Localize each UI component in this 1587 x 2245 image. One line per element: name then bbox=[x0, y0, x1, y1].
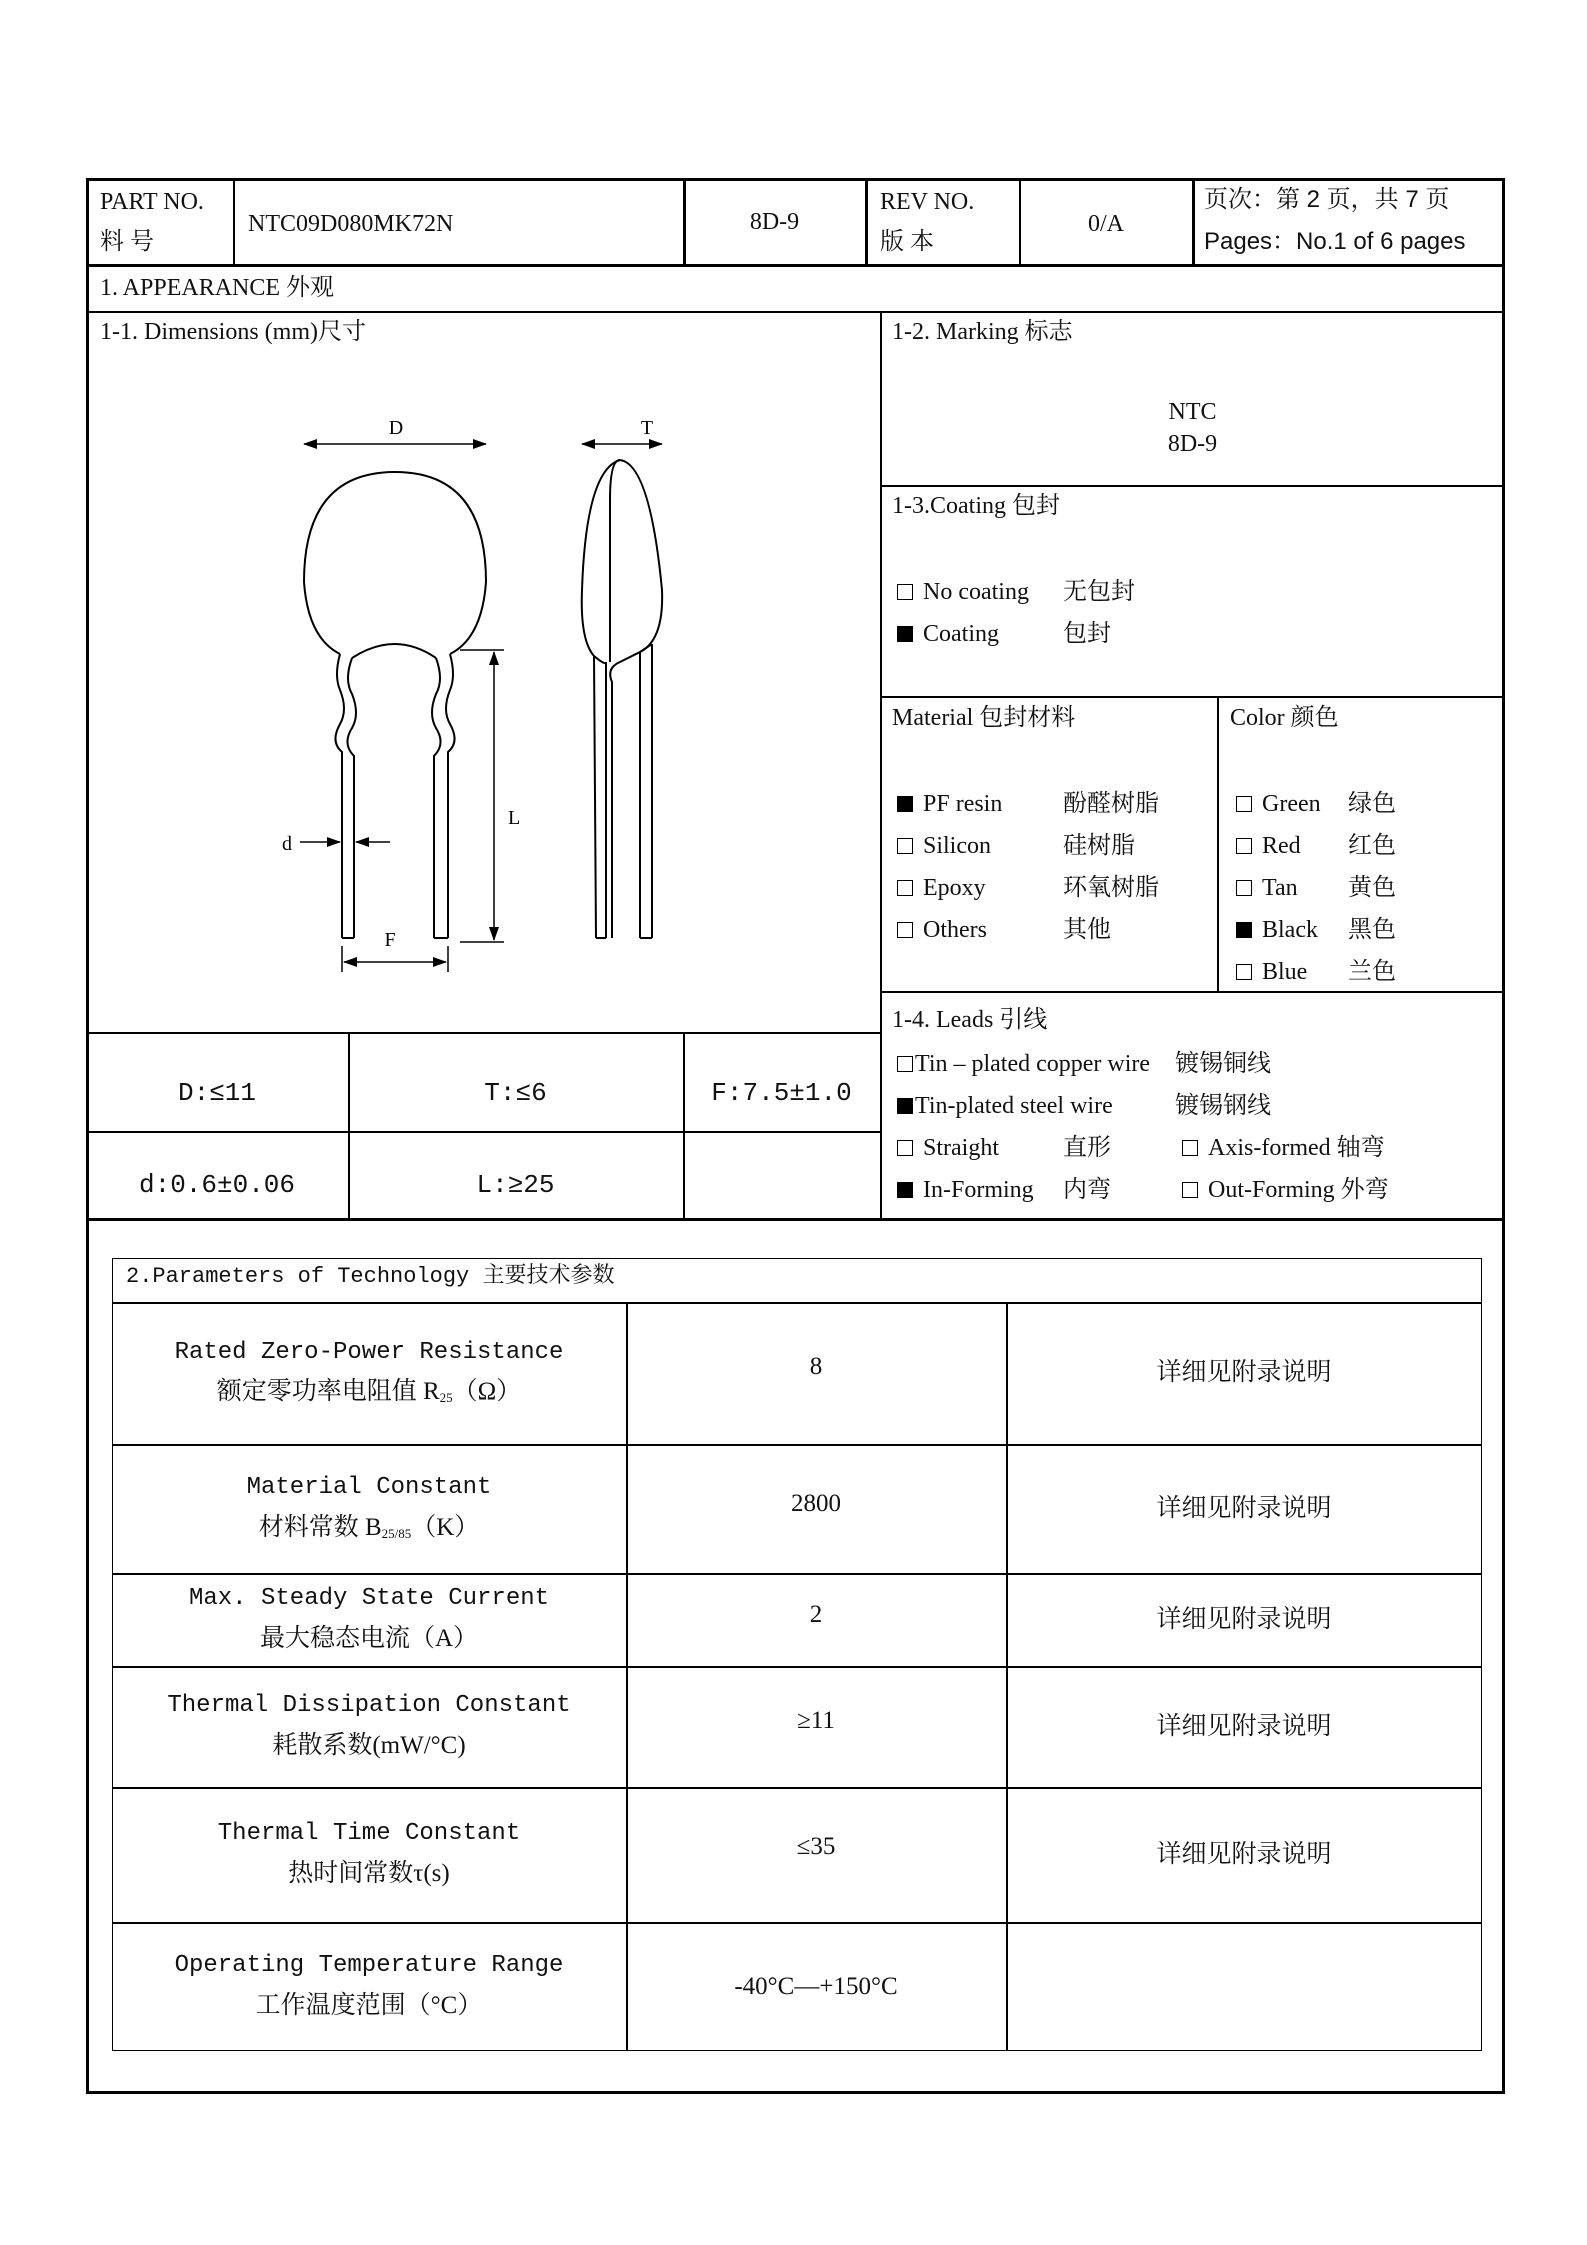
dimensions-title: 1-1. Dimensions (mm)尺寸 bbox=[100, 319, 366, 345]
drawing-label-f: F bbox=[384, 929, 396, 951]
material-option-silicon: Silicon 硅树脂 bbox=[897, 832, 991, 861]
part-no-label-cn: 料 号 bbox=[100, 229, 154, 255]
param-value: ≥11 bbox=[797, 1707, 835, 1734]
checkbox-icon bbox=[897, 1140, 913, 1156]
checkbox-icon bbox=[1182, 1182, 1198, 1198]
coating-title: 1-3.Coating 包封 bbox=[892, 493, 1060, 519]
pages-en: Pages：No.1 of 6 pages bbox=[1204, 228, 1466, 255]
param-note: 详细见附录说明 bbox=[1156, 1712, 1332, 1740]
table-row: Rated Zero-Power Resistance 额定零功率电阻值 $R_{25}(\Omega)$ bbox=[174, 1338, 564, 1406]
marking-line-1: NTC bbox=[1168, 399, 1217, 425]
checkbox-icon bbox=[1236, 964, 1252, 980]
table-row: Material Constant 材料常数 $B_{25/85}(K)$ bbox=[246, 1474, 492, 1541]
checkbox-icon bbox=[897, 922, 913, 938]
rev-value: 0/A bbox=[1088, 211, 1124, 237]
table-row: Operating Temperature Range 工作温度范围（°C） bbox=[174, 1952, 564, 2019]
header-bottom-rule bbox=[86, 264, 1505, 267]
color-option-black: Black 黑色 bbox=[1236, 916, 1318, 945]
dim-f-spacing: F:7.5±1.0 bbox=[711, 1078, 852, 1108]
color-option-red: Red 红色 bbox=[1236, 832, 1301, 861]
thermistor-drawing bbox=[260, 390, 710, 980]
material-option-pf-resin: PF resin 酚醛树脂 bbox=[897, 790, 1002, 819]
param-value: 8 bbox=[809, 1353, 823, 1380]
leads-option-axis-formed: Axis-formed 轴弯 bbox=[1182, 1134, 1385, 1163]
leads-option-out-forming: Out-Forming 外弯 bbox=[1182, 1176, 1389, 1205]
param-note: 详细见附录说明 bbox=[1156, 1605, 1332, 1633]
drawing-label-lead-d: d bbox=[282, 833, 292, 855]
leads-title: 1-4. Leads 引线 bbox=[892, 1007, 1048, 1033]
side-view-outline bbox=[610, 460, 662, 938]
color-title: Color 颜色 bbox=[1230, 705, 1339, 731]
leads-option-in-forming: In-Forming 内弯 bbox=[897, 1176, 1034, 1205]
dim-l-length: L:≥25 bbox=[476, 1170, 555, 1200]
param-note: 详细见附录说明 bbox=[1156, 1840, 1332, 1868]
param-value: ≤35 bbox=[796, 1833, 836, 1860]
leads-option-straight: Straight 直形 bbox=[897, 1134, 999, 1163]
leads-option-copper-wire: Tin – plated copper wire 镀锡铜线 bbox=[897, 1050, 1150, 1079]
right-lead bbox=[446, 654, 455, 938]
part-no-value: NTC09D080MK72N bbox=[248, 211, 454, 237]
color-option-tan: Tan 黄色 bbox=[1236, 874, 1298, 903]
checkbox-icon bbox=[1236, 880, 1252, 896]
left-lead bbox=[335, 654, 344, 938]
checkbox-checked-icon bbox=[897, 1098, 913, 1114]
checkbox-icon bbox=[897, 1056, 913, 1072]
dim-t-thickness: T:≤6 bbox=[484, 1078, 547, 1108]
dim-lead-diameter: d:0.6±0.06 bbox=[138, 1170, 296, 1200]
drawing-label-t: T bbox=[640, 417, 654, 439]
rev-label-en: REV NO. bbox=[880, 189, 975, 215]
param-value: 2800 bbox=[791, 1490, 841, 1517]
material-option-others: Others 其他 bbox=[897, 916, 987, 945]
checkbox-checked-icon bbox=[897, 1182, 913, 1198]
dim-d-diameter: D:≤11 bbox=[177, 1078, 256, 1108]
rev-label-cn: 版 本 bbox=[880, 229, 934, 255]
appearance-title: 1. APPEARANCE 外观 bbox=[100, 275, 335, 301]
leads-option-steel-wire: Tin-plated steel wire 镀锡钢线 bbox=[897, 1092, 1113, 1121]
checkbox-checked-icon bbox=[897, 796, 913, 812]
drawing-label-l: L bbox=[508, 807, 521, 829]
parameters-title: 2.Parameters of Technology 主要技术参数 bbox=[126, 1264, 615, 1289]
checkbox-icon bbox=[897, 838, 913, 854]
material-option-epoxy: Epoxy 环氧树脂 bbox=[897, 874, 986, 903]
drawing-label-d-diameter: D bbox=[388, 417, 404, 439]
checkbox-checked-icon bbox=[897, 626, 913, 642]
param-note: 详细见附录说明 bbox=[1156, 1359, 1332, 1386]
disc-body-outline bbox=[304, 472, 486, 654]
part-no-label-en: PART NO. bbox=[100, 189, 204, 215]
param-note: 详细见附录说明 bbox=[1156, 1494, 1332, 1522]
table-row: Thermal Time Constant 热时间常数τ(s) bbox=[217, 1820, 521, 1887]
appearance-bottom-rule bbox=[86, 1218, 1505, 1221]
checkbox-icon bbox=[897, 880, 913, 896]
checkbox-icon bbox=[1182, 1140, 1198, 1156]
param-value: -40°C—+150°C bbox=[734, 1972, 898, 2000]
param-note bbox=[1006, 1922, 1482, 2051]
coating-option-none: No coating 无包封 bbox=[897, 578, 1029, 607]
marking-title: 1-2. Marking 标志 bbox=[892, 319, 1073, 345]
marking-line-2: 8D-9 bbox=[1167, 431, 1218, 457]
pages-cn: 页次：第 2 页，共 7 页 bbox=[1204, 186, 1450, 213]
coating-option-coating: Coating 包封 bbox=[897, 620, 999, 649]
checkbox-icon bbox=[897, 584, 913, 600]
material-title: Material 包封材料 bbox=[892, 705, 1076, 731]
param-value: 2 bbox=[809, 1601, 823, 1628]
table-row: Max. Steady State Current 最大稳态电流（A） bbox=[188, 1585, 550, 1652]
checkbox-checked-icon bbox=[1236, 922, 1252, 938]
model-number: 8D-9 bbox=[749, 209, 800, 235]
checkbox-icon bbox=[1236, 838, 1252, 854]
color-option-blue: Blue 兰色 bbox=[1236, 958, 1307, 987]
table-row: Thermal Dissipation Constant 耗散系数(mW/°C) bbox=[167, 1692, 571, 1759]
color-option-green: Green 绿色 bbox=[1236, 790, 1321, 819]
checkbox-icon bbox=[1236, 796, 1252, 812]
